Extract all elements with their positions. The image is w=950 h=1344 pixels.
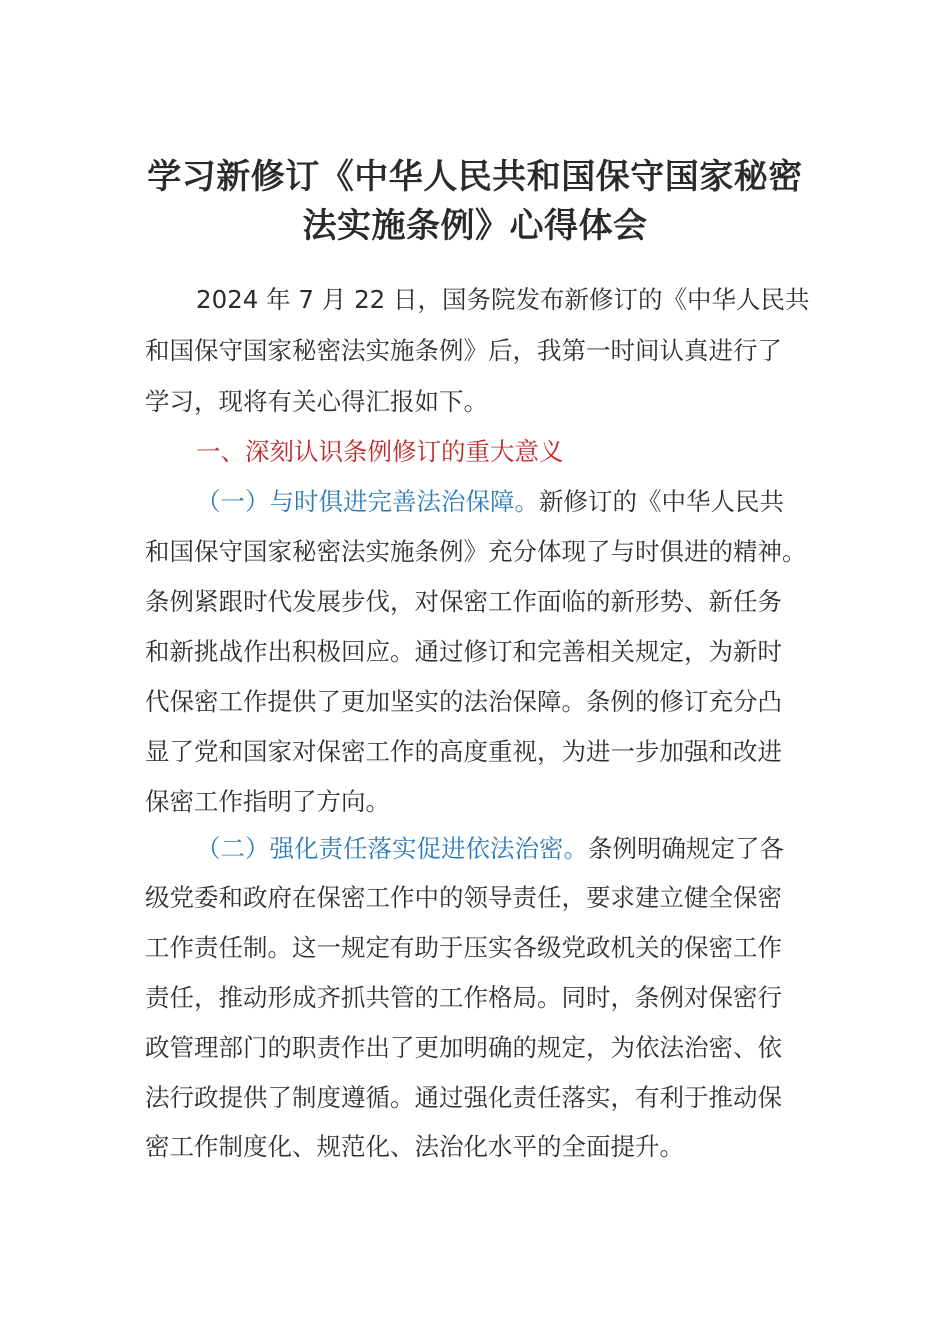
subsection-2-heading: （二）强化责任落实促进依法治密。 [196,834,588,863]
subsection-2-line-4: 责任，推动形成齐抓共管的工作格局。同时，条例对保密行 [145,983,782,1012]
subsection-1-first-line [196,485,876,519]
subsection-2-line-3: 工作责任制。这一规定有助于压实各级党政机关的保密工作 [145,933,782,962]
subsection-1-line-5: 代保密工作提供了更加坚实的法治保障。条例的修订充分凸 [145,687,782,716]
subsection-1-text: 新修订的《中华人民共 [539,487,784,516]
intro-line-1: 2024 年 7 月 22 日，国务院发布新修订的《中华人民共 [196,285,810,314]
subsection-2-first-line [196,832,876,866]
intro-line-3: 学习，现将有关心得汇报如下。 [145,387,488,416]
subsection-2-line-6: 法行政提供了制度遵循。通过强化责任落实，有利于推动保 [145,1083,782,1112]
subsection-2-line-5: 政管理部门的职责作出了更加明确的规定，为依法治密、依 [145,1033,782,1062]
subsection-1-line-6: 显了党和国家对保密工作的高度重视，为进一步加强和改进 [145,737,782,766]
subsection-1-line-7: 保密工作指明了方向。 [145,787,390,816]
document-title-line-1: 学习新修订《中华人民共和国保守国家秘密 [147,157,803,197]
subsection-1-line-3: 条例紧跟时代发展步伐，对保密工作面临的新形势、新任务 [145,587,782,616]
document-title-line-2: 法实施条例》心得体会 [302,206,648,246]
subsection-2-line-7: 密工作制度化、规范化、法治化水平的全面提升。 [145,1132,684,1161]
subsection-1-line-4: 和新挑战作出积极回应。通过修订和完善相关规定，为新时 [145,637,782,666]
intro-line-2: 和国保守国家秘密法实施条例》后，我第一时间认真进行了 [145,336,782,365]
section-1-heading: 一、深刻认识条例修订的重大意义 [196,437,564,466]
subsection-1-heading: （一）与时俱进完善法治保障。 [196,487,539,516]
subsection-1-line-2: 和国保守国家秘密法实施条例》充分体现了与时俱进的精神。 [145,537,807,566]
subsection-2-line-2: 级党委和政府在保密工作中的领导责任，要求建立健全保密 [145,883,782,912]
subsection-2-text: 条例明确规定了各 [588,834,784,863]
